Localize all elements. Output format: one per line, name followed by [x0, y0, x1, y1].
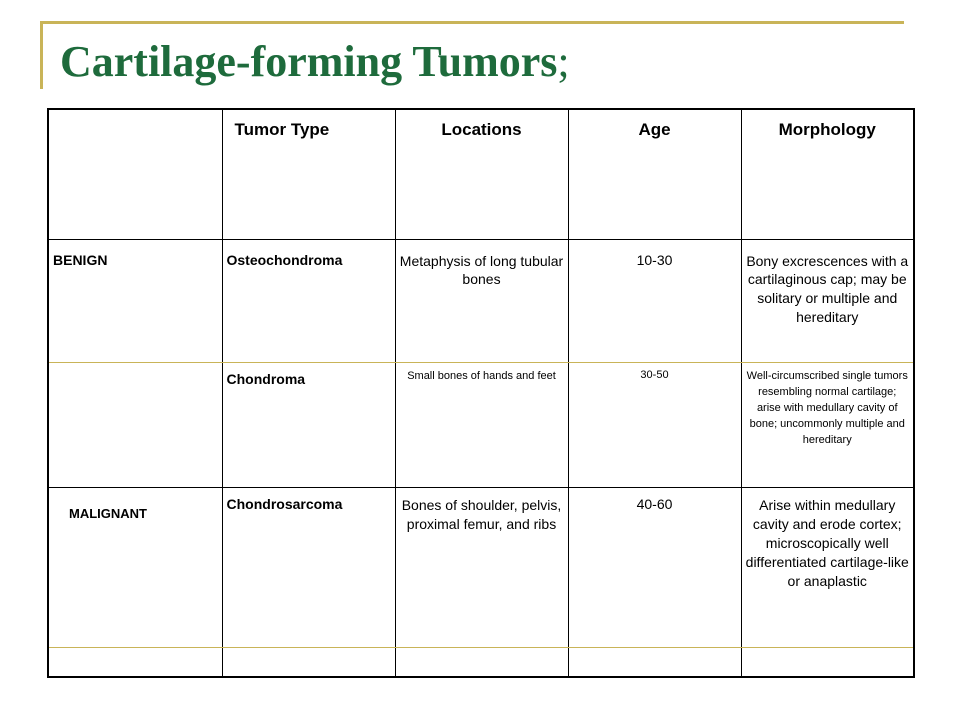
location-cell	[395, 648, 568, 677]
table-header-row	[48, 109, 914, 239]
frame-left-line	[40, 21, 43, 89]
location-cell: Metaphysis of long tubular bones	[395, 239, 568, 362]
header-cell-category	[48, 109, 222, 239]
header-cell-tumor-type: Tumor Type	[222, 109, 395, 239]
morphology-cell: Well-circumscribed single tumors resembling normal cartilage; arise with medullary cavity of bone; uncommonly multiple and hereditary	[741, 362, 914, 487]
category-cell: MALIGNANT	[48, 488, 222, 648]
age-cell: 40-60	[568, 488, 741, 648]
header-cell-morphology: Morphology	[741, 109, 914, 239]
category-cell	[48, 648, 222, 677]
location-cell: Bones of shoulder, pelvis, proximal femur, and ribs	[395, 488, 568, 648]
table-row	[48, 362, 914, 487]
slide-title-punct: ;	[557, 37, 570, 86]
category-cell	[48, 362, 222, 487]
slide-title	[60, 36, 570, 87]
tumor-name-cell: Chondrosarcoma	[222, 488, 395, 648]
tumor-name-cell: Chondroma	[222, 362, 395, 487]
morphology-cell	[741, 648, 914, 677]
table-row	[48, 239, 914, 362]
category-cell: BENIGN	[48, 239, 222, 362]
table-row-empty	[48, 648, 914, 677]
morphology-cell: Arise within medullary cavity and erode cortex; microscopically well differentiated cartilage-like or anaplastic	[741, 488, 914, 648]
tumor-name-cell	[222, 648, 395, 677]
tumor-name-cell: Osteochondroma	[222, 239, 395, 362]
tumor-table	[47, 108, 915, 678]
age-cell	[568, 648, 741, 677]
slide-title-text: Cartilage-forming Tumors	[60, 37, 558, 86]
location-cell: Small bones of hands and feet	[395, 362, 568, 487]
age-cell: 10-30	[568, 239, 741, 362]
table-row	[48, 488, 914, 648]
frame-top-line	[40, 21, 904, 24]
age-cell: 30-50	[568, 362, 741, 487]
header-cell-locations: Locations	[395, 109, 568, 239]
header-cell-age: Age	[568, 109, 741, 239]
morphology-cell: Bony excrescences with a cartilaginous cap; may be solitary or multiple and hereditary	[741, 239, 914, 362]
